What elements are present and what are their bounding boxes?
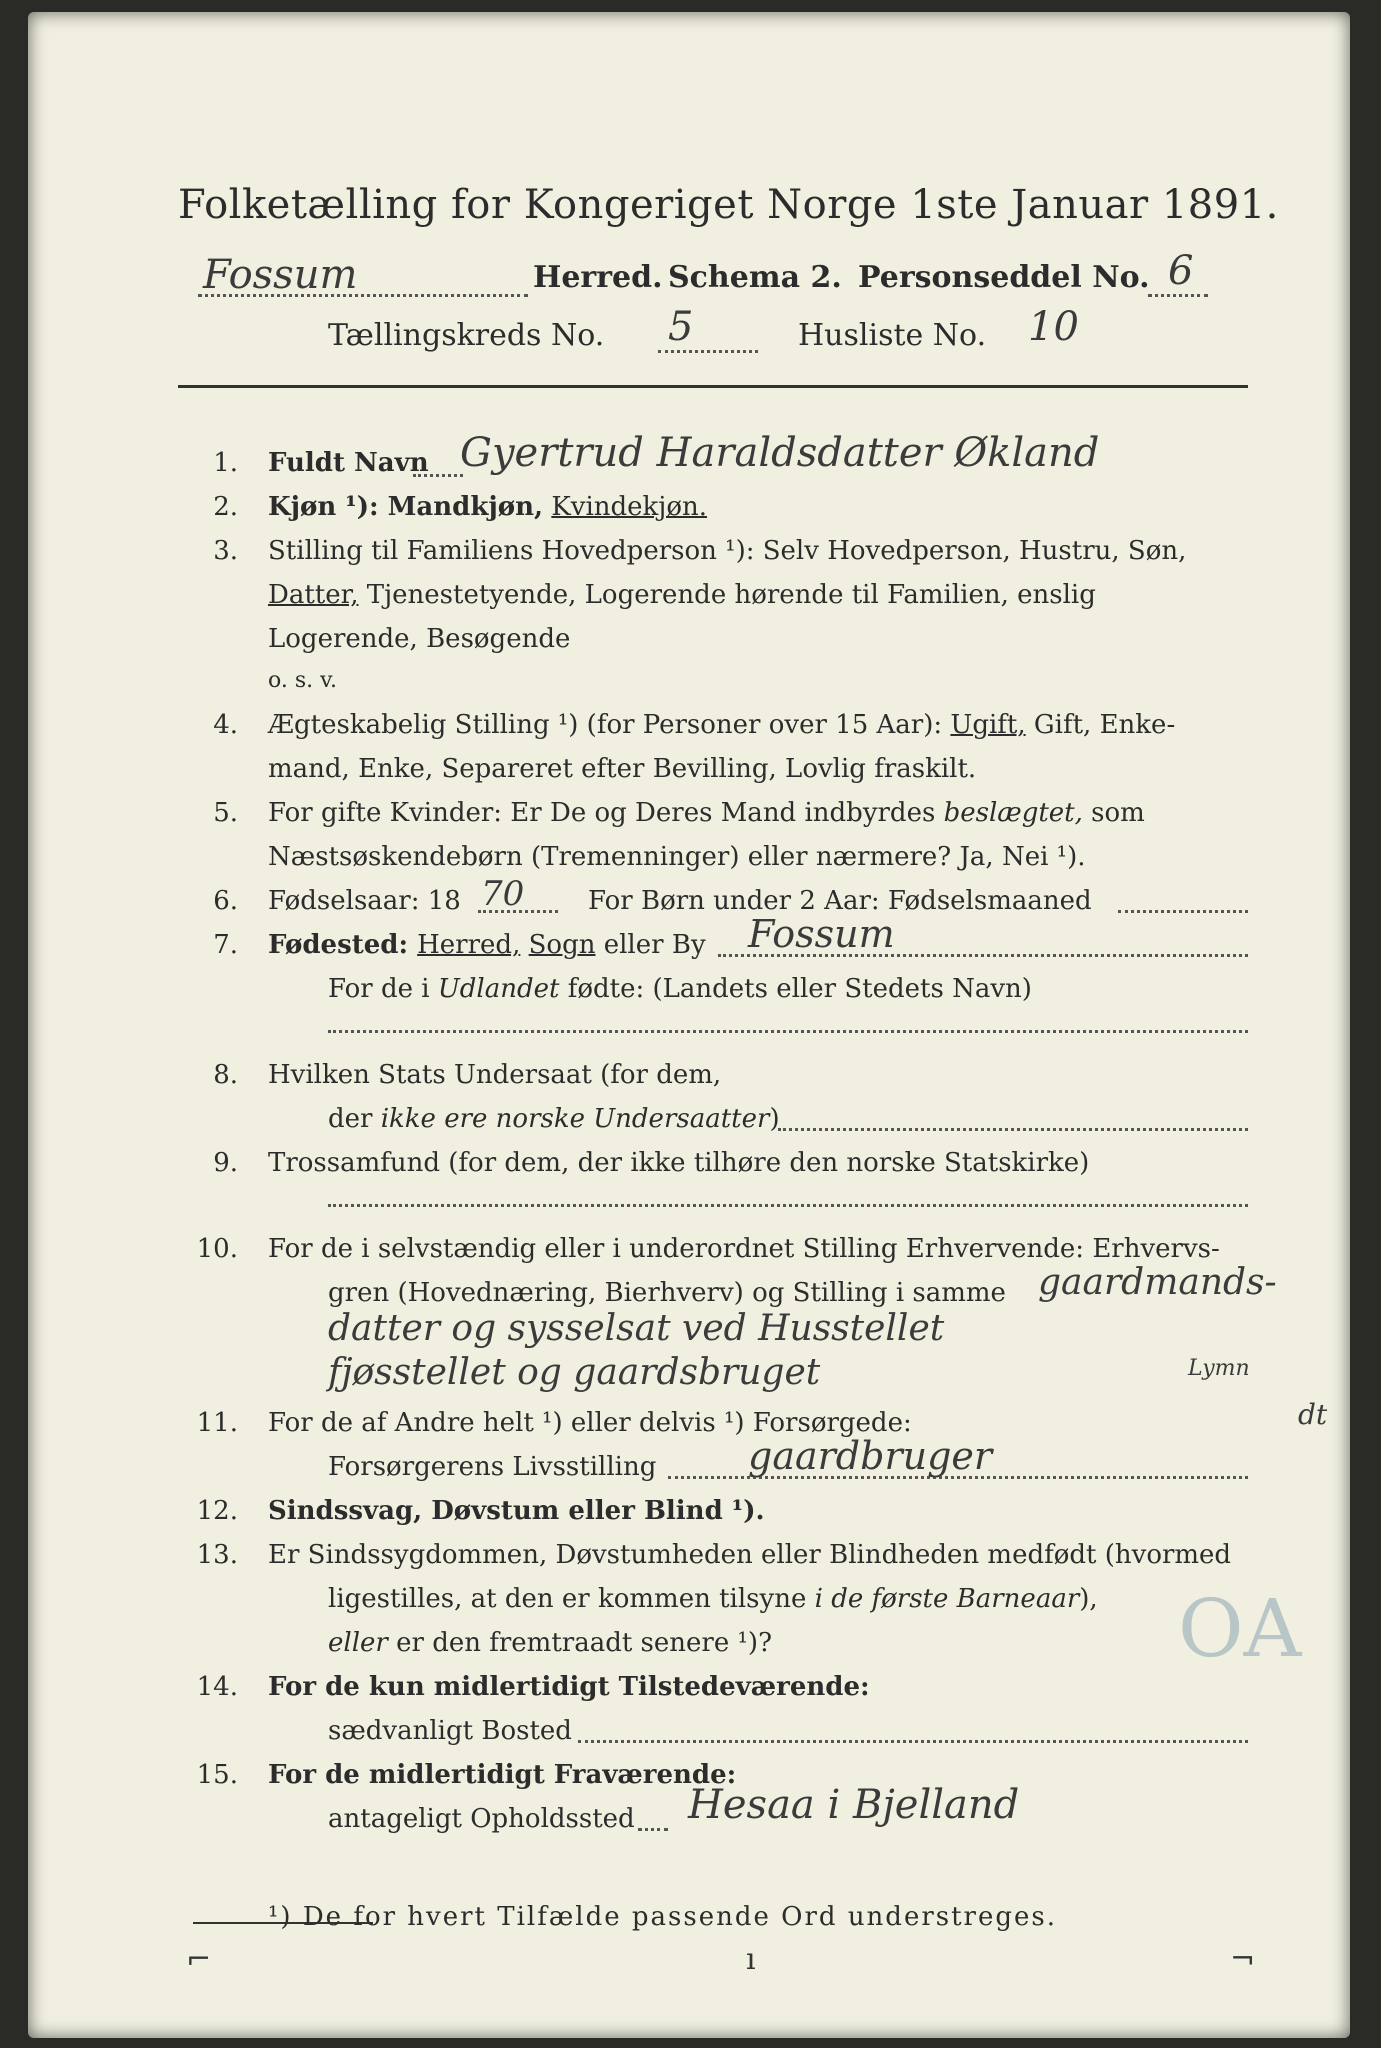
- item-13-line-3-italic: eller: [328, 1628, 388, 1658]
- item-8-line-2-italic: ikke ere norske Undersaatter: [380, 1104, 770, 1134]
- item-11-line-2: Forsørgerens Livsstilling: [328, 1452, 657, 1482]
- item-3-line-1: Stilling til Familiens Hovedperson ¹): Selv Hovedperson, Hustru, Søn,: [268, 536, 1187, 566]
- item-12-line-1: Sindssvag, Døvstum eller Blind ¹).: [268, 1496, 765, 1526]
- item-3-line-2-text: Tjenestetyende, Logerende hørende til Familien, enslig: [358, 580, 1096, 610]
- item-5-number: 5.: [213, 798, 238, 828]
- item-10-handwritten-2: datter og sysselsat ved Husstellet: [328, 1308, 945, 1349]
- item-6-dotted-line-2: [1118, 910, 1248, 913]
- item-8-number: 8.: [213, 1060, 238, 1090]
- item-1-number: 1.: [213, 448, 238, 478]
- item-15-handwritten: Hesaa i Bjelland: [688, 1782, 1020, 1828]
- footnote: ¹) De for hvert Tilfælde passende Ord understreges.: [268, 1902, 1058, 1932]
- item-11-handwritten: gaardbruger: [748, 1434, 993, 1478]
- form-title: Folketælling for Kongeriget Norge 1ste Januar 1891.: [178, 182, 1279, 228]
- census-form-page: [28, 12, 1350, 2038]
- item-13-line-2-italic: i de første Barneaar: [814, 1584, 1080, 1614]
- item-1-label: Fuldt Navn: [268, 448, 429, 478]
- item-7-line-2-italic: Udlandet: [437, 974, 560, 1004]
- item-5-line-1-text: For gifte Kvinder: Er De og Deres Mand indbyrdes: [268, 798, 944, 828]
- item-4-number: 4.: [213, 710, 238, 740]
- item-15-line-2: antageligt Opholdssted: [328, 1804, 635, 1834]
- personseddel-dotted-line: [1148, 294, 1208, 297]
- item-5-line-1-italic: beslægtet,: [943, 798, 1083, 828]
- kreds-dotted-line: [658, 350, 758, 353]
- item-14-line-2: sædvanligt Bosted: [328, 1716, 572, 1746]
- item-7-label: Fødested:: [268, 930, 418, 960]
- item-15-line-1: For de midlertidigt Fraværende:: [268, 1760, 737, 1790]
- herred-dotted-line: [198, 294, 528, 297]
- item-10-handwritten-4: Lymn: [1188, 1356, 1250, 1381]
- personseddel-label: Personseddel No.: [858, 260, 1150, 295]
- item-7-line-2-text: For de i: [328, 974, 438, 1004]
- item-6-dotted-line: [478, 910, 558, 913]
- item-4-underlined-option: Ugift,: [950, 710, 1026, 740]
- item-11-number: 11.: [196, 1408, 238, 1438]
- item-10-line-2: gren (Hovednæring, Bierhverv) og Stilling i samme: [328, 1278, 1006, 1308]
- item-9-number: 9.: [213, 1148, 238, 1178]
- item-8-line-1: Hvilken Stats Undersaat (for dem,: [268, 1060, 722, 1090]
- item-2-number: 2.: [213, 492, 238, 522]
- herred-handwritten: Fossum: [203, 252, 358, 298]
- item-14-dotted-line: [578, 1740, 1248, 1743]
- item-7-underlined-sogn: Sogn: [528, 930, 596, 960]
- item-2-underlined-option: Kvindekjøn.: [551, 492, 708, 522]
- item-14-line-1: For de kun midlertidigt Tilstedeværende:: [268, 1672, 870, 1702]
- item-5-line-2: Næstsøskendebørn (Tremenninger) eller nærmere? Ja, Nei ¹).: [268, 842, 1086, 872]
- corner-mark-right: ¬: [1230, 1942, 1256, 1977]
- item-10-number: 10.: [196, 1234, 238, 1264]
- item-11-handwritten-extra: dt: [1298, 1398, 1328, 1431]
- item-13-line-2: [328, 1584, 1098, 1614]
- item-3-number: 3.: [213, 536, 238, 566]
- item-7-line-2-end: fødte: (Landets eller Stedets Navn): [559, 974, 1032, 1004]
- item-7-line-2: [328, 974, 1032, 1004]
- header-rule: [178, 385, 1248, 388]
- item-9-dotted-line: [328, 1204, 1248, 1207]
- item-9-line-1: Trossamfund (for dem, der ikke tilhøre den norske Statskirke): [268, 1148, 1090, 1178]
- item-12-number: 12.: [196, 1496, 238, 1526]
- item-13-line-3: [328, 1628, 772, 1658]
- item-4-line-2: mand, Enke, Separeret efter Bevilling, Lovlig fraskilt.: [268, 754, 977, 784]
- kreds-label: Tællingskreds No.: [328, 318, 605, 353]
- item-3-line-4: o. s. v.: [268, 668, 337, 693]
- corner-mark-left: ⌐: [186, 1942, 212, 1977]
- item-14-number: 14.: [196, 1672, 238, 1702]
- item-8-line-2: [328, 1104, 780, 1134]
- item-3-underlined-option: Datter,: [268, 580, 359, 610]
- item-6-handwritten-year: 70: [481, 874, 525, 914]
- item-2-label: Kjøn ¹): Mandkjøn,: [268, 492, 544, 522]
- item-11-line-1: For de af Andre helt ¹) eller delvis ¹) Forsørgede:: [268, 1408, 912, 1438]
- item-6-number: 6.: [213, 886, 238, 916]
- item-2-line: [268, 492, 707, 522]
- item-13-number: 13.: [196, 1540, 238, 1570]
- corner-mark-center: ı: [746, 1942, 756, 1977]
- item-4-line-1-end: Gift, Enke-: [1025, 710, 1176, 740]
- item-8-line-2-end: ): [769, 1104, 780, 1134]
- item-10-handwritten-3: fjøsstellet og gaardsbruget: [328, 1352, 821, 1393]
- item-4-line-1: [268, 710, 1175, 740]
- personseddel-handwritten: 6: [1168, 248, 1194, 294]
- item-15-number: 15.: [196, 1760, 238, 1790]
- item-7-underlined-herred: Herred,: [417, 930, 521, 960]
- item-13-line-2-end: ),: [1079, 1584, 1098, 1614]
- herred-label: Herred.: [533, 260, 663, 295]
- item-7-line-1: [268, 930, 706, 960]
- item-10-handwritten-1: gaardmands-: [1038, 1262, 1277, 1303]
- husliste-label: Husliste No.: [798, 318, 987, 353]
- item-15-dotted-line: [638, 1828, 668, 1831]
- item-1-handwritten-name: Gyertrud Haraldsdatter Økland: [460, 430, 1100, 476]
- item-7-dotted-line-2: [328, 1030, 1248, 1033]
- item-5-line-1-end: som: [1082, 798, 1145, 828]
- item-13-line-1: Er Sindssygdommen, Døvstumheden eller Blindheden medfødt (hvormed: [268, 1540, 1232, 1570]
- item-4-line-1-text: Ægteskabelig Stilling ¹) (for Personer over 15 Aar):: [268, 710, 951, 740]
- husliste-handwritten: 10: [1028, 304, 1079, 350]
- item-3-line-2: [268, 580, 1096, 610]
- item-13-line-3-text: er den fremtraadt senere ¹)?: [387, 1628, 773, 1658]
- item-7-label-end: eller By: [595, 930, 706, 960]
- schema-label: Schema 2.: [668, 260, 842, 295]
- item-3-line-3: Logerende, Besøgende: [268, 624, 571, 654]
- item-8-dotted-line: [778, 1128, 1248, 1131]
- item-7-dotted-line: [718, 954, 1248, 957]
- item-6-label: Fødselsaar: 18: [268, 886, 461, 916]
- kreds-handwritten: 5: [668, 304, 694, 350]
- item-7-handwritten-place: Fossum: [748, 912, 895, 956]
- item-5-line-1: [268, 798, 1145, 828]
- item-13-line-2-text: ligestilles, at den er kommen tilsyne: [328, 1584, 815, 1614]
- item-1-dotted-line: [413, 474, 463, 477]
- item-7-number: 7.: [213, 930, 238, 960]
- item-13-margin-handwritten: OA: [1178, 1582, 1302, 1675]
- item-6-label-2: For Børn under 2 Aar: Fødselsmaaned: [588, 886, 1092, 916]
- item-8-line-2-text: der: [328, 1104, 381, 1134]
- item-10-line-1: For de i selvstændig eller i underordnet Stilling Erhvervende: Erhvervs-: [268, 1234, 1220, 1264]
